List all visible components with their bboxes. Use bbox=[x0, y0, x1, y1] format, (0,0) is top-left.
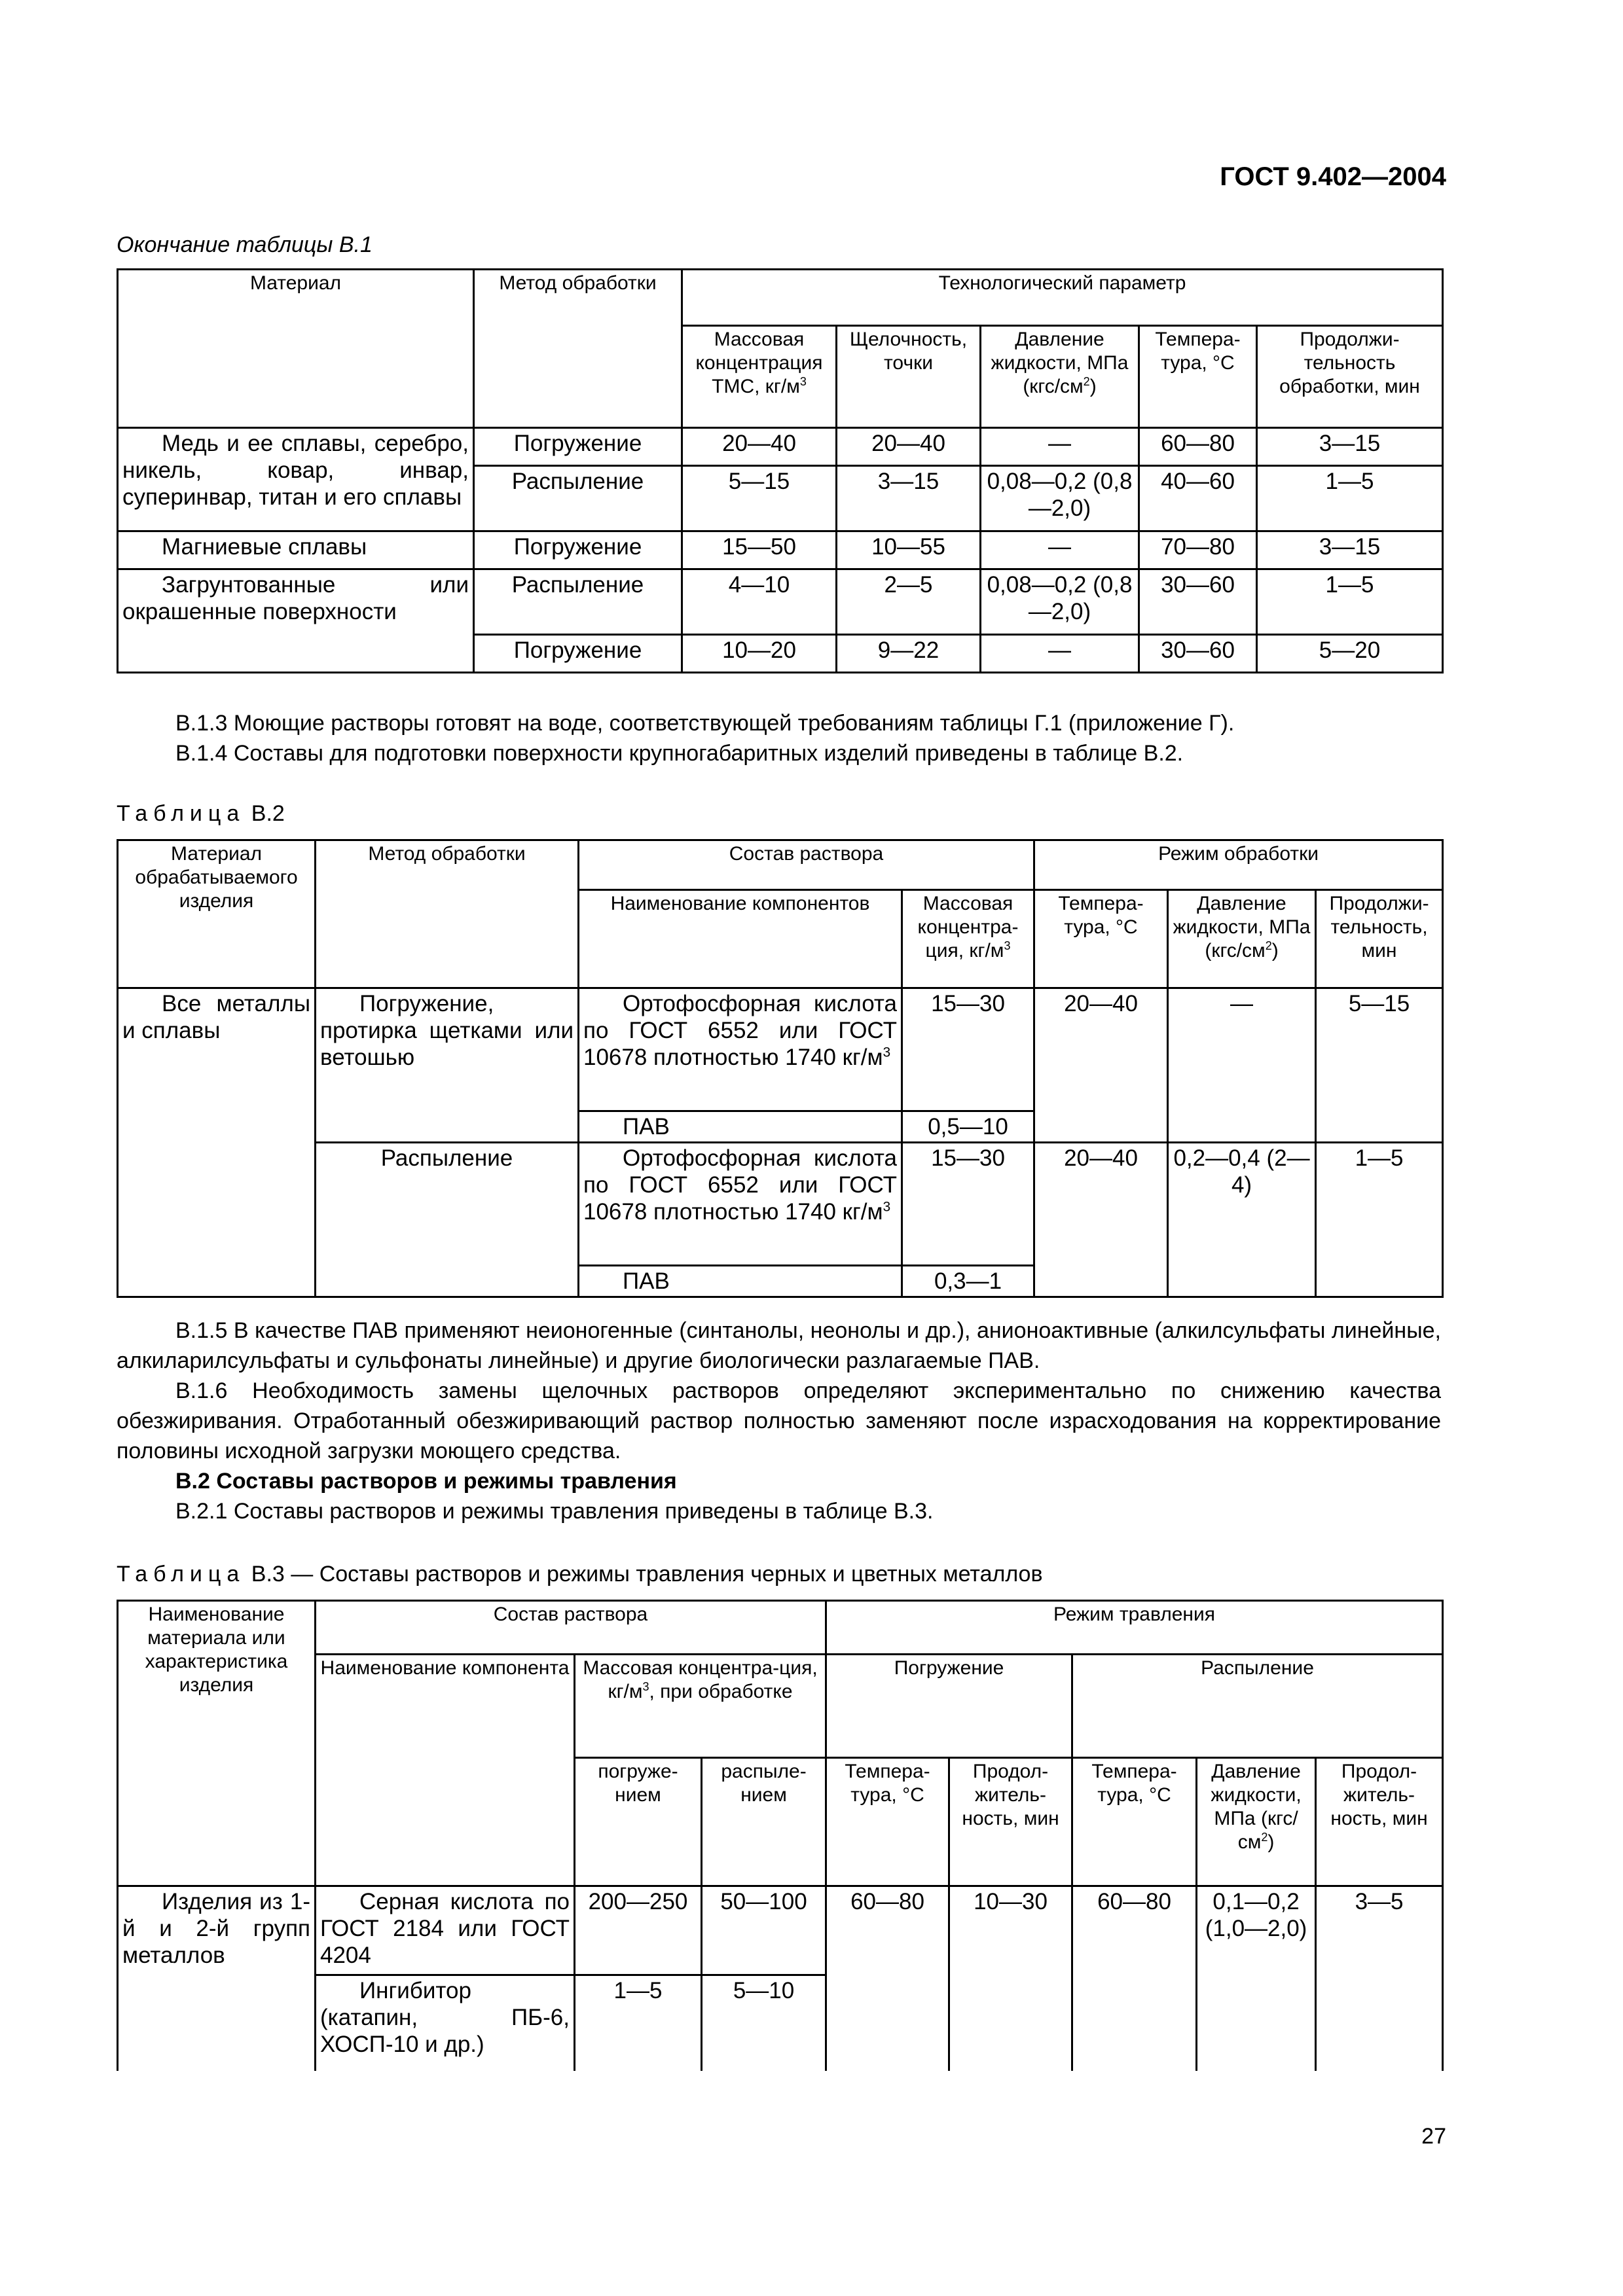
t2-header-conc: Массовая концентра-ция, $кг/м^3$ bbox=[902, 890, 1034, 988]
table-cell: 9—22 bbox=[837, 635, 981, 673]
table-cell: 40—60 bbox=[1139, 466, 1257, 531]
t3-header-etch-group: Режим травления bbox=[826, 1601, 1443, 1655]
table-cell: 70—80 bbox=[1139, 531, 1257, 569]
table-cell: 0,1—0,2 (1,0—2,0) bbox=[1197, 1886, 1316, 2071]
table-cell: 3—15 bbox=[1257, 428, 1443, 466]
table-b2 bbox=[117, 839, 1444, 1298]
t3-header-material: Наименование материала или характеристика изделия bbox=[118, 1601, 316, 1886]
table-cell: Погружение bbox=[474, 428, 682, 466]
table-cell: 60—80 bbox=[1139, 428, 1257, 466]
table-cell: 5—15 bbox=[1316, 988, 1443, 1143]
table-cell: 10—20 bbox=[682, 635, 837, 673]
paragraph-b14: В.1.4 Составы для подготовки поверхности крупногабаритных изделий приведены в таблице В.2. bbox=[175, 741, 1184, 766]
t1-header-alkalinity: Щелочность, точки bbox=[837, 326, 981, 428]
table-cell: Распыление bbox=[474, 569, 682, 635]
t3-header-conc-imm: погруже-нием bbox=[575, 1758, 702, 1886]
standard-number: ГОСТ 9.402—2004 bbox=[1220, 162, 1446, 191]
table-cell: — bbox=[981, 428, 1139, 466]
t3-header-spray-duration: Продол-житель-ность, мин bbox=[1316, 1758, 1443, 1886]
table-cell: 3—15 bbox=[837, 466, 981, 531]
t1-header-temp: Темпера-тура, °С bbox=[1139, 326, 1257, 428]
table-cell: 60—80 bbox=[826, 1886, 949, 2071]
table-cell: 15—50 bbox=[682, 531, 837, 569]
table-cell: 1—5 bbox=[1316, 1143, 1443, 1297]
table-cell: Серная кислота по ГОСТ 2184 или ГОСТ 4204 bbox=[316, 1886, 575, 1975]
table-cell: 200—250 bbox=[575, 1886, 702, 1975]
table-b1-continuation-caption: Окончание таблицы В.1 bbox=[117, 232, 373, 257]
table-b1 bbox=[117, 268, 1444, 673]
table-cell: 15—30 bbox=[902, 988, 1034, 1111]
table-cell: 20—40 bbox=[1034, 988, 1168, 1143]
t2-header-duration: Продолжи-тельность, мин bbox=[1316, 890, 1443, 988]
table-cell: 5—20 bbox=[1257, 635, 1443, 673]
table-cell: — bbox=[981, 635, 1139, 673]
t2-header-pressure: Давление жидкости, МПа $(кгс/см^2)$ bbox=[1168, 890, 1316, 988]
t1-header-material: Материал bbox=[118, 270, 474, 428]
t3-header-spray-pressure: Давление жидкости, МПа $(кгс/см^2)$ bbox=[1197, 1758, 1316, 1886]
table-b2-caption: Таблица В.2 bbox=[117, 801, 285, 826]
table-b3-caption: Таблица В.3 — Составы растворов и режимы травления черных и цветных металлов bbox=[117, 1562, 1043, 1587]
table-cell: 0,08—0,2 (0,8—2,0) bbox=[981, 569, 1139, 635]
t3-header-conc-spray: распыле-нием bbox=[702, 1758, 826, 1886]
t3-header-imm-duration: Продол-житель-ность, мин bbox=[949, 1758, 1072, 1886]
t2-header-comp-group: Состав раствора bbox=[579, 840, 1034, 890]
table-cell: 20—40 bbox=[1034, 1143, 1168, 1297]
table-cell: Загрунтованные или окрашенные поверхности bbox=[118, 569, 474, 673]
table-cell: 0,08—0,2 (0,8—2,0) bbox=[981, 466, 1139, 531]
table-cell: 1—5 bbox=[1257, 569, 1443, 635]
table-cell: 20—40 bbox=[682, 428, 837, 466]
t2-header-mode-group: Режим обработки bbox=[1034, 840, 1443, 890]
table-cell: Все металлы и сплавы bbox=[118, 988, 316, 1297]
t3-header-names: Наименование компонента bbox=[316, 1655, 575, 1886]
table-cell: Распыление bbox=[474, 466, 682, 531]
table-cell: Магниевые сплавы bbox=[118, 531, 474, 569]
t3-header-spray: Распыление bbox=[1072, 1655, 1443, 1758]
table-cell: ПАВ bbox=[579, 1111, 902, 1143]
table-cell: Ортофосфорная кислота по ГОСТ 6552 или ГОСТ 10678 плотностью 1740 $кг/м^3$ bbox=[579, 1143, 902, 1266]
t1-header-param-group: Технологический параметр bbox=[682, 270, 1443, 326]
table-cell: 10—30 bbox=[949, 1886, 1072, 2071]
table-cell: 50—100 bbox=[702, 1886, 826, 1975]
table-cell: — bbox=[1168, 988, 1316, 1143]
paragraph-b21: В.2.1 Составы растворов и режимы травления приведены в таблице В.3. bbox=[175, 1499, 934, 1524]
table-cell: 1—5 bbox=[1257, 466, 1443, 531]
table-cell: 10—55 bbox=[837, 531, 981, 569]
table-cell: 2—5 bbox=[837, 569, 981, 635]
table-cell: 3—15 bbox=[1257, 531, 1443, 569]
table-cell: 30—60 bbox=[1139, 635, 1257, 673]
t3-header-comp-group: Состав раствора bbox=[316, 1601, 826, 1655]
table-cell: Изделия из 1-й и 2-й групп металлов bbox=[118, 1886, 316, 2071]
table-cell: 5—10 bbox=[702, 1975, 826, 2071]
section-heading-b2: В.2 Составы растворов и режимы травления bbox=[175, 1469, 677, 1494]
table-cell: 0,2—0,4 (2—4) bbox=[1168, 1143, 1316, 1297]
t2-header-material: Материал обрабатываемого изделия bbox=[118, 840, 316, 988]
table-cell: — bbox=[981, 531, 1139, 569]
t2-header-method: Метод обработки bbox=[316, 840, 579, 988]
table-cell: 1—5 bbox=[575, 1975, 702, 2071]
table-cell: 4—10 bbox=[682, 569, 837, 635]
table-cell: Погружение bbox=[474, 531, 682, 569]
table-cell: ПАВ bbox=[579, 1266, 902, 1297]
table-cell: 3—5 bbox=[1316, 1886, 1443, 2071]
table-cell: 30—60 bbox=[1139, 569, 1257, 635]
table-cell: Ортофосфорная кислота по ГОСТ 6552 или ГОСТ 10678 плотностью 1740 $кг/м^3$ bbox=[579, 988, 902, 1111]
table-cell: Погружение bbox=[474, 635, 682, 673]
t2-header-temp: Темпера-тура, °С bbox=[1034, 890, 1168, 988]
t2-header-names: Наименование компонентов bbox=[579, 890, 902, 988]
table-cell: 0,3—1 bbox=[902, 1266, 1034, 1297]
paragraph-b15: В.1.5 В качестве ПАВ применяют неионогенные (синтанолы, неонолы и др.), анионоактивные (алкилсульфаты линейные, алкиларилсульфаты и сульфонаты линейные) и другие биологически разлагаемые ПАВ. bbox=[117, 1318, 1441, 1373]
t1-header-pressure: Давление жидкости, МПа $(кгс/см^2)$ bbox=[981, 326, 1139, 428]
t3-header-spray-temp: Темпера-тура, °С bbox=[1072, 1758, 1197, 1886]
t1-header-duration: Продолжи-тельность обработки, мин bbox=[1257, 326, 1443, 428]
table-cell: 0,5—10 bbox=[902, 1111, 1034, 1143]
table-cell: Ингибитор (катапин, ПБ-6, ХОСП-10 и др.) bbox=[316, 1975, 575, 2071]
t3-header-immersion: Погружение bbox=[826, 1655, 1072, 1758]
table-cell: 5—15 bbox=[682, 466, 837, 531]
t1-header-conc: Массовая концентрация ТМС, $кг/м^3$ bbox=[682, 326, 837, 428]
page-number: 27 bbox=[1421, 2124, 1446, 2149]
paragraph-b16: В.1.6 Необходимость замены щелочных растворов определяют экспериментально по снижению качества обезжиривания. Отработанный обезжиривающий раствор полностью заменяют после израсходования на корректирование половины исходной загрузки моющего средства. bbox=[117, 1378, 1441, 1463]
t3-header-imm-temp: Темпера-тура, °С bbox=[826, 1758, 949, 1886]
t3-header-conc-group: Массовая концентра-ция, $кг/м^3$, при обработке bbox=[575, 1655, 826, 1758]
paragraph-b13: В.1.3 Моющие растворы готовят на воде, соответствующей требованиям таблицы Г.1 (приложение Г). bbox=[175, 711, 1235, 736]
table-b3 bbox=[117, 1600, 1444, 2071]
table-cell: Распыление bbox=[316, 1143, 579, 1297]
table-cell: Погружение, протирка щетками или ветошью bbox=[316, 988, 579, 1143]
table-cell: Медь и ее сплавы, серебро, никель, ковар, инвар, суперинвар, титан и его сплавы bbox=[118, 428, 474, 531]
t1-header-method: Метод обработки bbox=[474, 270, 682, 428]
table-cell: 15—30 bbox=[902, 1143, 1034, 1266]
table-cell: 60—80 bbox=[1072, 1886, 1197, 2071]
table-cell: 20—40 bbox=[837, 428, 981, 466]
